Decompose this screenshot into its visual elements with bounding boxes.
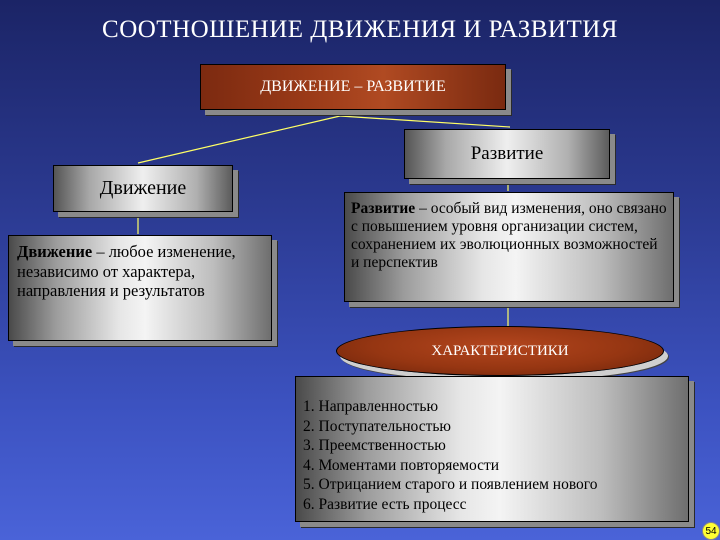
list-item: 6. Развитие есть процесс — [303, 495, 467, 513]
movement-term: Движение — [17, 242, 93, 261]
list-item: 5. Отрицанием старого и появлением нового — [303, 476, 598, 493]
movement-definition-box — [8, 235, 272, 341]
connector-top-to-movement — [138, 116, 340, 163]
development-definition-box — [344, 192, 674, 302]
slide-title: СООТНОШЕНИЕ ДВИЖЕНИЯ И РАЗВИТИЯ — [102, 16, 618, 43]
characteristics-label: ХАРАКТЕРИСТИКИ — [431, 342, 569, 359]
movement-development-label: ДВИЖЕНИЕ – РАЗВИТИЕ — [260, 78, 446, 95]
connector-top-to-development — [340, 116, 510, 127]
characteristics-ellipse — [336, 326, 664, 376]
list-item: 4. Моментами повторяемости — [303, 456, 500, 474]
development-definition-text: – особый вид изменения, оно связано с повышением уровня организации систем, сохранением их эволюционных возможностей и перспектив — [351, 200, 667, 271]
movement-header-box — [53, 165, 233, 212]
page-number-badge — [702, 522, 720, 540]
movement-header-label: Движение — [99, 177, 187, 199]
development-header-label: Развитие — [470, 143, 544, 164]
development-term: Развитие — [351, 200, 416, 217]
movement-development-box — [200, 64, 506, 110]
characteristics-list — [295, 376, 689, 522]
list-item: 2. Поступательностью — [303, 417, 451, 435]
movement-definition-text: – любое изменение, независимо от характера, направления и результатов — [17, 242, 236, 300]
list-item: 1. Направленностью — [303, 398, 439, 415]
development-header-box — [404, 129, 610, 179]
list-item: 3. Преемственностью — [303, 437, 446, 454]
page-number: 54 — [705, 525, 717, 537]
